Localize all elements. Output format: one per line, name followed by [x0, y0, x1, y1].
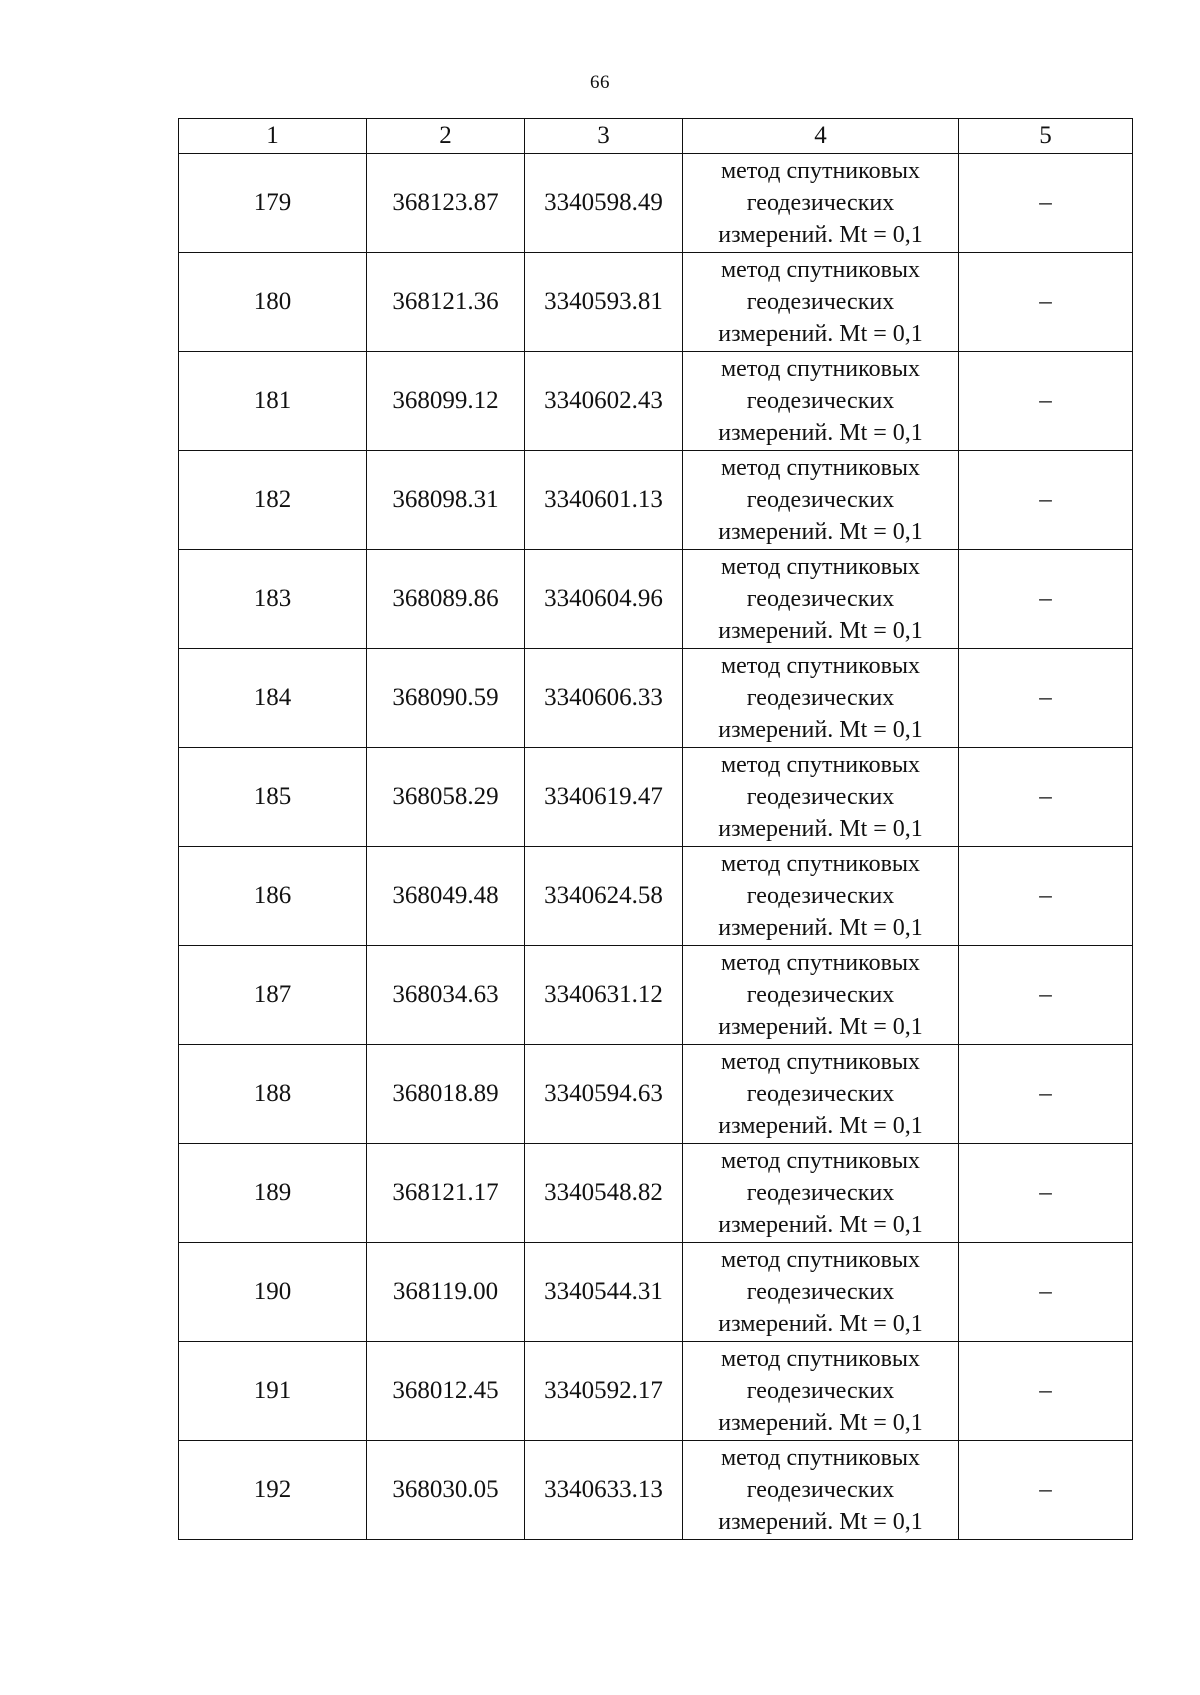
method-cell: метод спутниковых геодезических измерений. Mt = 0,1	[683, 1045, 959, 1144]
x-coordinate-cell: 368121.36	[367, 253, 525, 352]
column-header-2: 2	[367, 119, 525, 154]
column-header-5: 5	[959, 119, 1133, 154]
x-coordinate-cell: 368049.48	[367, 847, 525, 946]
method-cell: метод спутниковых геодезических измерений. Mt = 0,1	[683, 451, 959, 550]
method-cell: метод спутниковых геодезических измерений. Mt = 0,1	[683, 649, 959, 748]
x-coordinate-cell: 368099.12	[367, 352, 525, 451]
table-row	[179, 253, 1133, 352]
point-number-cell: 188	[179, 1045, 367, 1144]
point-number-cell: 181	[179, 352, 367, 451]
point-number-cell: 191	[179, 1342, 367, 1441]
point-number-cell: 183	[179, 550, 367, 649]
method-cell: метод спутниковых геодезических измерений. Mt = 0,1	[683, 352, 959, 451]
y-coordinate-cell: 3340619.47	[525, 748, 683, 847]
x-coordinate-cell: 368058.29	[367, 748, 525, 847]
table-row	[179, 649, 1133, 748]
x-coordinate-cell: 368121.17	[367, 1144, 525, 1243]
column-header-1: 1	[179, 119, 367, 154]
point-number-cell: 189	[179, 1144, 367, 1243]
page-number: 66	[590, 72, 610, 93]
y-coordinate-cell: 3340592.17	[525, 1342, 683, 1441]
y-coordinate-cell: 3340604.96	[525, 550, 683, 649]
y-coordinate-cell: 3340606.33	[525, 649, 683, 748]
method-cell: метод спутниковых геодезических измерений. Mt = 0,1	[683, 154, 959, 253]
coordinates-table	[178, 118, 1133, 1540]
x-coordinate-cell: 368018.89	[367, 1045, 525, 1144]
table-body	[179, 154, 1133, 1540]
note-cell: –	[959, 1441, 1133, 1540]
point-number-cell: 180	[179, 253, 367, 352]
y-coordinate-cell: 3340633.13	[525, 1441, 683, 1540]
table-row	[179, 352, 1133, 451]
note-cell: –	[959, 253, 1133, 352]
method-cell: метод спутниковых геодезических измерений. Mt = 0,1	[683, 1144, 959, 1243]
note-cell: –	[959, 352, 1133, 451]
point-number-cell: 185	[179, 748, 367, 847]
table-row	[179, 154, 1133, 253]
column-header-3: 3	[525, 119, 683, 154]
table-row	[179, 550, 1133, 649]
method-cell: метод спутниковых геодезических измерений. Mt = 0,1	[683, 550, 959, 649]
note-cell: –	[959, 451, 1133, 550]
table-row	[179, 748, 1133, 847]
note-cell: –	[959, 847, 1133, 946]
column-header-4: 4	[683, 119, 959, 154]
method-cell: метод спутниковых геодезических измерений. Mt = 0,1	[683, 253, 959, 352]
x-coordinate-cell: 368089.86	[367, 550, 525, 649]
table-row	[179, 946, 1133, 1045]
x-coordinate-cell: 368030.05	[367, 1441, 525, 1540]
note-cell: –	[959, 1045, 1133, 1144]
table-row	[179, 451, 1133, 550]
point-number-cell: 192	[179, 1441, 367, 1540]
x-coordinate-cell: 368119.00	[367, 1243, 525, 1342]
header-row	[179, 119, 1133, 154]
y-coordinate-cell: 3340548.82	[525, 1144, 683, 1243]
y-coordinate-cell: 3340544.31	[525, 1243, 683, 1342]
method-cell: метод спутниковых геодезических измерений. Mt = 0,1	[683, 1342, 959, 1441]
note-cell: –	[959, 154, 1133, 253]
point-number-cell: 190	[179, 1243, 367, 1342]
point-number-cell: 186	[179, 847, 367, 946]
note-cell: –	[959, 1144, 1133, 1243]
method-cell: метод спутниковых геодезических измерений. Mt = 0,1	[683, 946, 959, 1045]
table-row	[179, 1441, 1133, 1540]
note-cell: –	[959, 748, 1133, 847]
table-row	[179, 1342, 1133, 1441]
x-coordinate-cell: 368090.59	[367, 649, 525, 748]
table-row	[179, 1144, 1133, 1243]
y-coordinate-cell: 3340624.58	[525, 847, 683, 946]
x-coordinate-cell: 368123.87	[367, 154, 525, 253]
note-cell: –	[959, 946, 1133, 1045]
y-coordinate-cell: 3340598.49	[525, 154, 683, 253]
y-coordinate-cell: 3340601.13	[525, 451, 683, 550]
table-header	[179, 119, 1133, 154]
x-coordinate-cell: 368034.63	[367, 946, 525, 1045]
method-cell: метод спутниковых геодезических измерений. Mt = 0,1	[683, 1441, 959, 1540]
y-coordinate-cell: 3340593.81	[525, 253, 683, 352]
method-cell: метод спутниковых геодезических измерений. Mt = 0,1	[683, 1243, 959, 1342]
x-coordinate-cell: 368098.31	[367, 451, 525, 550]
point-number-cell: 182	[179, 451, 367, 550]
y-coordinate-cell: 3340631.12	[525, 946, 683, 1045]
note-cell: –	[959, 1243, 1133, 1342]
y-coordinate-cell: 3340602.43	[525, 352, 683, 451]
point-number-cell: 184	[179, 649, 367, 748]
point-number-cell: 179	[179, 154, 367, 253]
method-cell: метод спутниковых геодезических измерений. Mt = 0,1	[683, 748, 959, 847]
note-cell: –	[959, 649, 1133, 748]
point-number-cell: 187	[179, 946, 367, 1045]
method-cell: метод спутниковых геодезических измерений. Mt = 0,1	[683, 847, 959, 946]
x-coordinate-cell: 368012.45	[367, 1342, 525, 1441]
note-cell: –	[959, 1342, 1133, 1441]
coordinates-table-container	[178, 118, 1132, 1540]
table-row	[179, 847, 1133, 946]
note-cell: –	[959, 550, 1133, 649]
table-row	[179, 1045, 1133, 1144]
table-row	[179, 1243, 1133, 1342]
y-coordinate-cell: 3340594.63	[525, 1045, 683, 1144]
